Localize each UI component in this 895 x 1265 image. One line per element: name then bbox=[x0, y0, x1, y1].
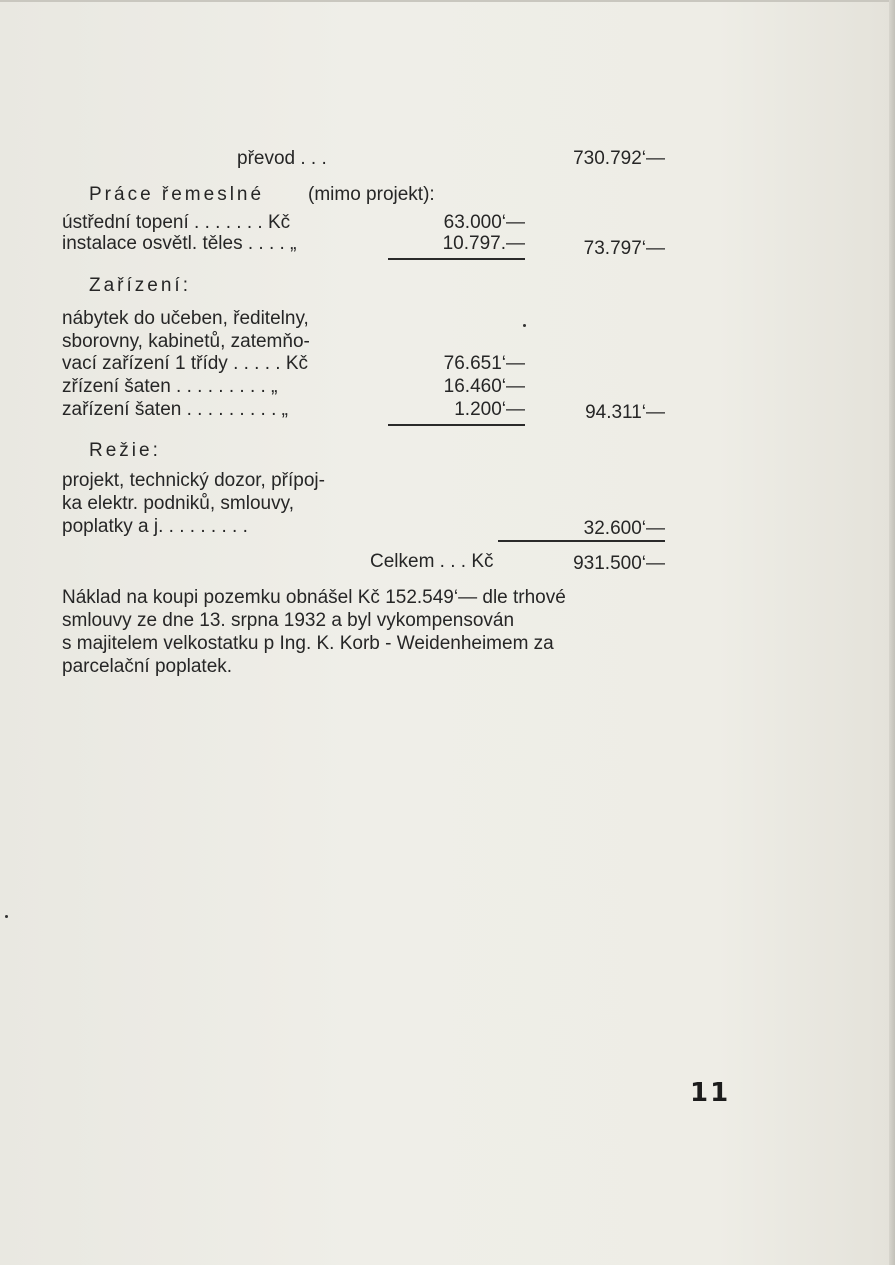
page-right-edge bbox=[889, 0, 895, 1265]
overhead-line: poplatky a j. . . . . . . . . bbox=[62, 516, 248, 537]
equipment-row-amount: 16.460‘— bbox=[443, 376, 525, 397]
equipment-row-label: zřízení šaten . . . . . . . . . „ bbox=[62, 376, 278, 397]
transfer-label: převod . . . bbox=[237, 148, 327, 169]
equipment-total: 94.311‘— bbox=[585, 402, 665, 423]
ink-speck bbox=[523, 324, 526, 327]
paragraph-line: parcelační poplatek. bbox=[62, 656, 233, 677]
crafts-heading: Práce řemeslné bbox=[89, 184, 265, 205]
page-number: 11 bbox=[690, 1078, 731, 1108]
grand-total-label: Celkem . . . Kč bbox=[370, 551, 494, 572]
overhead-heading: Režie: bbox=[89, 440, 161, 461]
equipment-row-amount: 76.651‘— bbox=[443, 353, 525, 374]
equipment-row-label: zařízení šaten . . . . . . . . . „ bbox=[62, 399, 288, 420]
equipment-subtotal-rule bbox=[388, 424, 525, 426]
page-top-edge bbox=[0, 0, 895, 2]
crafts-heading-suffix: (mimo projekt): bbox=[308, 184, 435, 205]
crafts-row-amount: 10.797.— bbox=[442, 233, 525, 254]
margin-speck bbox=[5, 915, 8, 918]
paragraph-line: Náklad na koupi pozemku obnášel Kč 152.549‘— dle trhové bbox=[62, 587, 566, 608]
grand-total-value: 931.500‘— bbox=[573, 553, 665, 574]
overhead-line: ka elektr. podniků, smlouvy, bbox=[62, 493, 294, 514]
equipment-row-label: vací zařízení 1 třídy . . . . . Kč bbox=[62, 353, 309, 374]
crafts-row-label: ústřední topení . . . . . . . Kč bbox=[62, 212, 291, 233]
paragraph-line: smlouvy ze dne 13. srpna 1932 a byl vykompensován bbox=[62, 610, 515, 631]
crafts-subtotal-rule bbox=[388, 258, 525, 260]
equipment-line: nábytek do učeben, ředitelny, bbox=[62, 308, 309, 329]
overhead-total: 32.600‘— bbox=[583, 518, 665, 539]
overhead-total-rule bbox=[498, 540, 665, 542]
crafts-row-amount: 63.000‘— bbox=[443, 212, 525, 233]
crafts-row-label: instalace osvětl. těles . . . . „ bbox=[62, 233, 297, 254]
equipment-row-amount: 1.200‘— bbox=[454, 399, 525, 420]
equipment-heading: Zařízení: bbox=[89, 275, 191, 296]
transfer-total: 730.792‘— bbox=[573, 148, 665, 169]
paragraph-line: s majitelem velkostatku p Ing. K. Korb - Weidenheimem za bbox=[62, 633, 554, 654]
overhead-line: projekt, technický dozor, přípoj- bbox=[62, 470, 325, 491]
equipment-line: sborovny, kabinetů, zatemňo- bbox=[62, 331, 310, 352]
crafts-total: 73.797‘— bbox=[583, 238, 665, 259]
